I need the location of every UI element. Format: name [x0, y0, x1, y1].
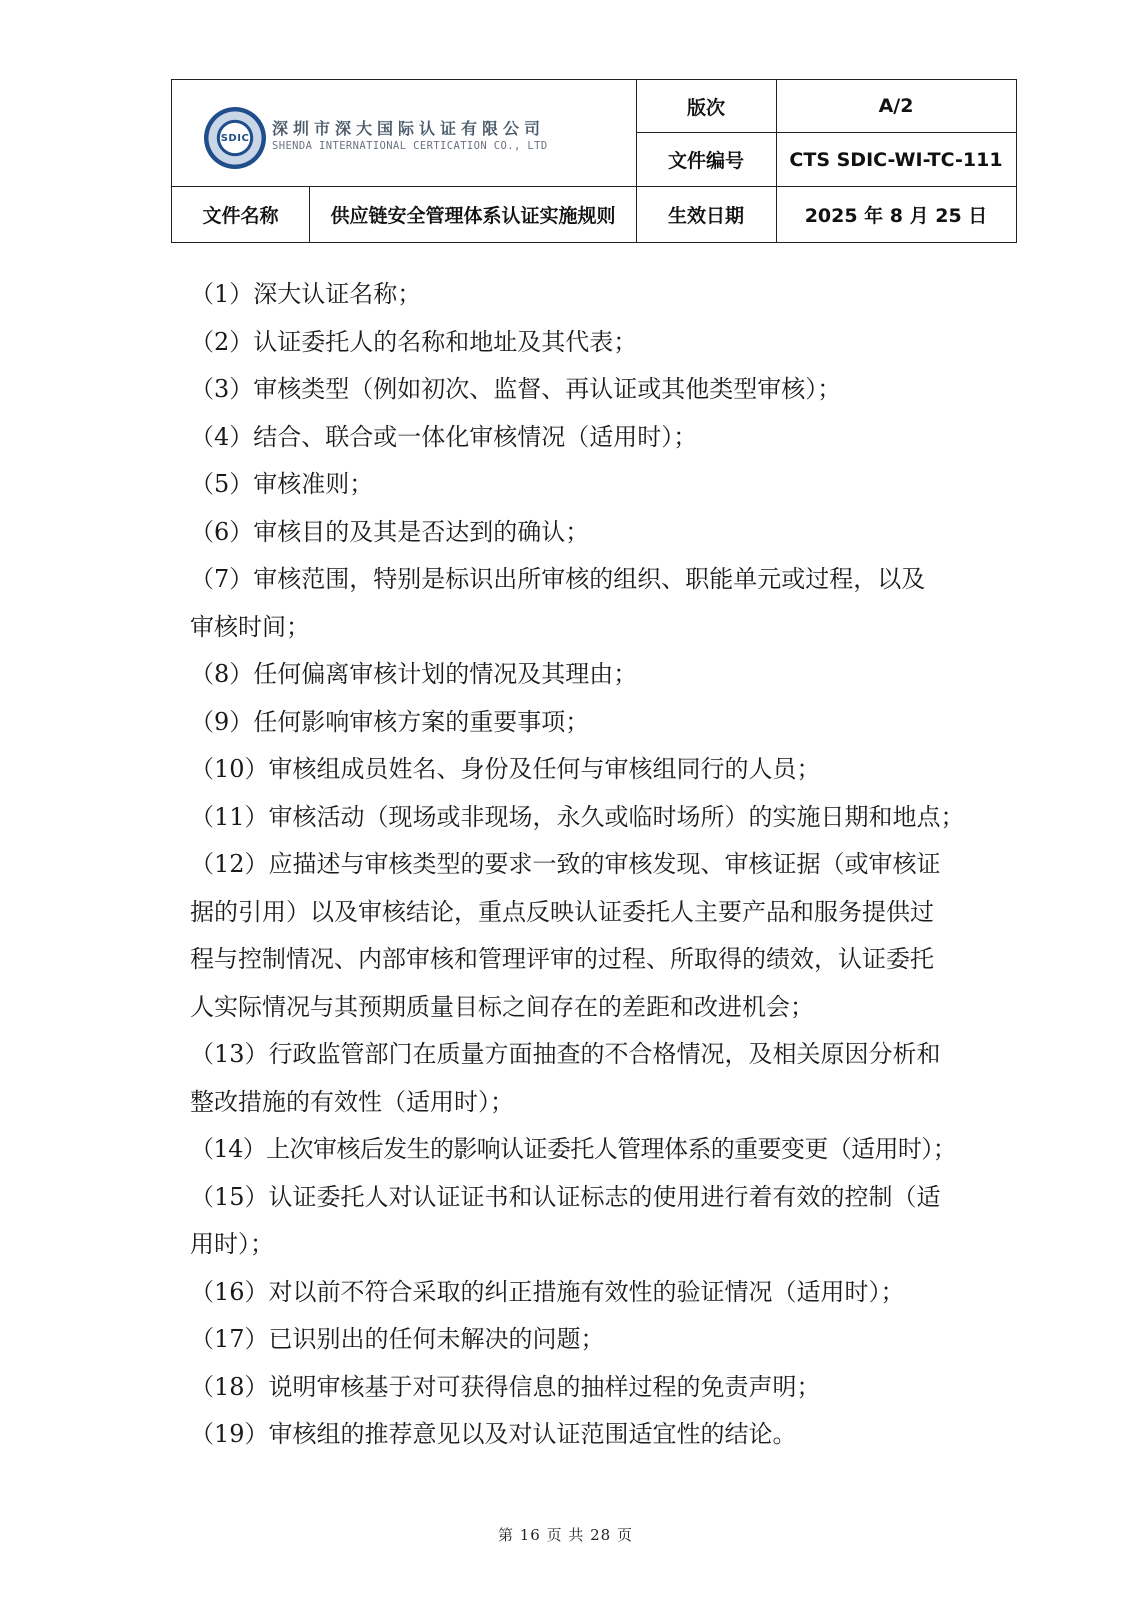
list-item: 整改措施的有效性（适用时）；	[190, 1087, 514, 1116]
list-item: （18）说明审核基于对可获得信息的抽样过程的免责声明；	[190, 1372, 821, 1401]
document-header-table	[171, 79, 1017, 243]
list-item: （14）上次审核后发生的影响认证委托人管理体系的重要变更（适用时）；	[190, 1135, 957, 1163]
effective-date-label: 生效日期	[667, 205, 744, 227]
list-item: （11）审核活动（现场或非现场，永久或临时场所）的实施日期和地点；	[190, 802, 965, 831]
company-logo-block	[172, 80, 646, 187]
list-item: 人实际情况与其预期质量目标之间存在的差距和改进机会；	[190, 992, 814, 1021]
list-item: （6）审核目的及其是否达到的确认；	[190, 517, 590, 546]
version-value: A/2	[878, 95, 914, 117]
list-item: （17）已识别出的任何未解决的问题；	[190, 1325, 605, 1353]
doc-name-label: 文件名称	[202, 205, 279, 227]
page-number-footer: 第 16 页 共 28 页	[497, 1526, 633, 1544]
version-label: 版次	[686, 96, 725, 119]
list-item: （10）审核组成员姓名、身份及任何与审核组同行的人员；	[190, 755, 821, 783]
seal-text: SDIC	[220, 132, 250, 144]
doc-number-value: CTS SDIC-WI-TC-111	[789, 148, 1003, 171]
list-item: （5）审核准则；	[190, 470, 374, 498]
list-item: （8）任何偏离审核计划的情况及其理由；	[190, 660, 638, 688]
list-item: 程与控制情况、内部审核和管理评审的过程、所取得的绩效，认证委托	[190, 945, 934, 973]
list-item: 审核时间；	[190, 612, 310, 641]
list-item: （7）审核范围，特别是标识出所审核的组织、职能单元或过程，以及	[190, 565, 926, 593]
list-item: （3）审核类型（例如初次、监督、再认证或其他类型审核）；	[190, 375, 842, 403]
list-item: （12）应描述与审核类型的要求一致的审核发现、审核证据（或审核证	[190, 850, 941, 878]
effective-date-value: 2025 年 8 月 25 日	[804, 205, 988, 227]
company-name-cn: 深圳市深大国际认证有限公司	[272, 119, 546, 138]
list-item: （9）任何影响审核方案的重要事项；	[190, 707, 590, 736]
list-item: （1）深大认证名称；	[190, 280, 422, 308]
list-item: （2）认证委托人的名称和地址及其代表；	[190, 327, 638, 356]
list-item: （16）对以前不符合采取的纠正措施有效性的验证情况（适用时）；	[190, 1277, 905, 1306]
list-item: （13）行政监管部门在质量方面抽查的不合格情况，及相关原因分析和	[190, 1040, 941, 1068]
list-item: （19）审核组的推荐意见以及对认证范围适宜性的结论。	[190, 1420, 797, 1448]
company-name-en: SHENDA INTERNATIONAL CERTICATION CO., LTD	[272, 140, 548, 152]
list-item: （4）结合、联合或一体化审核情况（适用时）；	[190, 422, 698, 451]
list-item: 用时）；	[190, 1230, 274, 1258]
doc-number-label: 文件编号	[667, 150, 744, 172]
report-content-list	[190, 271, 1020, 1459]
doc-name-value: 供应链安全管理体系认证实施规则	[330, 205, 616, 227]
list-item: （15）认证委托人对认证证书和认证标志的使用进行着有效的控制（适	[190, 1182, 941, 1211]
list-item: 据的引用）以及审核结论，重点反映认证委托人主要产品和服务提供过	[190, 897, 934, 926]
